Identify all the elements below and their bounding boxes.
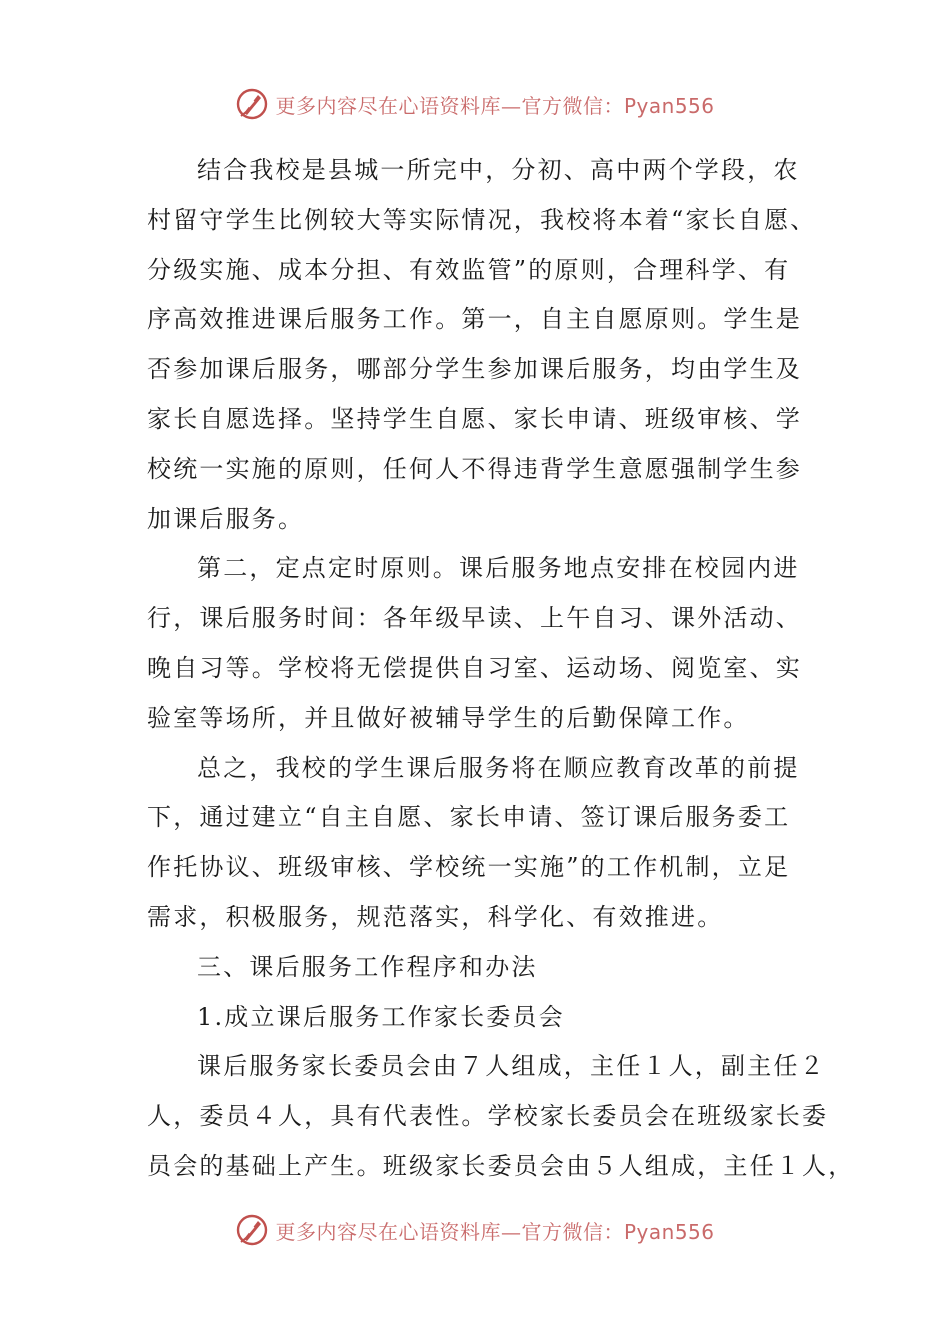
paragraph-line: 晚自习等。学校将无偿提供自习室、运动场、阅览室、实 — [147, 653, 802, 682]
paragraph-line: 需求，积极服务，规范落实，科学化、有效推进。 — [147, 902, 724, 931]
document-body — [147, 146, 855, 1192]
paragraph-line: 加课后服务。 — [147, 504, 305, 533]
paragraph-line: 下，通过建立“自主自愿、家长申请、签订课后服务委工 — [147, 803, 791, 832]
paragraph-line: 村留守学生比例较大等实际情况，我校将本着“家长自愿、 — [147, 205, 817, 234]
paragraph-line: 行，课后服务时间：各年级早读、上午自习、课外活动、 — [147, 604, 802, 633]
pen-feather-icon — [235, 1213, 269, 1247]
watermark-text: 更多内容尽在心语资料库—官方微信：Pyan556 — [275, 93, 715, 118]
watermark-text: 更多内容尽在心语资料库—官方微信：Pyan556 — [275, 1219, 715, 1244]
wechat-account: Pyan556 — [623, 93, 715, 118]
subsection-heading: 1.成立课后服务工作家长委员会 — [197, 1002, 565, 1031]
paragraph-line: 结合我校是县城一所完中，分初、高中两个学段，农 — [197, 156, 800, 184]
pen-feather-icon — [235, 87, 269, 121]
paragraph-line: 作托协议、班级审核、学校统一实施”的工作机制，立足 — [147, 853, 791, 882]
footer-watermark-banner — [0, 1208, 950, 1252]
paragraph-line: 课后服务家长委员会由７人组成，主任１人，副主任２ — [197, 1052, 826, 1081]
paragraph-line: 第二，定点定时原则。课后服务地点安排在校园内进 — [197, 554, 800, 583]
header-watermark-banner — [0, 82, 950, 126]
paragraph-line: 序高效推进课后服务工作。第一，自主自愿原则。学生是 — [147, 305, 802, 334]
paragraph-line: 人，委员４人，具有代表性。学校家长委员会在班级家长委 — [147, 1102, 829, 1131]
paragraph-line: 校统一实施的原则，任何人不得违背学生意愿强制学生参 — [147, 454, 802, 483]
paragraph-line: 员会的基础上产生。班级家长委员会由５人组成，主任１人， — [147, 1151, 855, 1180]
paragraph-line: 验室等场所，并且做好被辅导学生的后勤保障工作。 — [147, 703, 750, 732]
paragraph-line: 分级实施、成本分担、有效监管”的原则，合理科学、有 — [147, 255, 791, 284]
paragraph-line: 家长自愿选择。坚持学生自愿、家长申请、班级审核、学 — [147, 404, 802, 433]
section-heading: 三、课后服务工作程序和办法 — [197, 952, 538, 981]
paragraph-line: 总之，我校的学生课后服务将在顺应教育改革的前提 — [197, 753, 800, 782]
wechat-account: Pyan556 — [623, 1219, 715, 1244]
paragraph-line: 否参加课后服务，哪部分学生参加课后服务，均由学生及 — [147, 355, 802, 384]
